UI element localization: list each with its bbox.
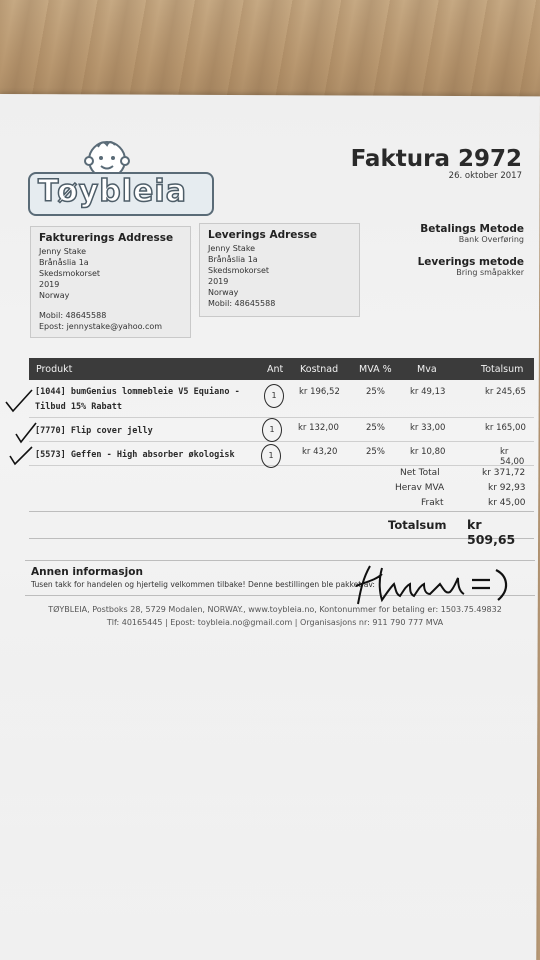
other-info-heading: Annen informasjon [31, 566, 143, 578]
row-vat-pct: 25% [366, 423, 385, 433]
table-row [29, 382, 534, 418]
col-cost: Kostnad [300, 364, 339, 375]
row-vat: kr 10,80 [410, 447, 446, 457]
row-total: kr 165,00 [485, 423, 526, 433]
col-vat: Mva [417, 364, 437, 375]
row-product: [1044] bumGenius lommebleie V5 Equiano - [35, 387, 240, 397]
delivery-address-box [199, 223, 360, 317]
net-total-label: Net Total [400, 468, 440, 478]
row-product: [7770] Flip cover jelly [35, 426, 153, 436]
invoice-date: 26. oktober 2017 [448, 171, 522, 181]
billing-country: Norway [39, 291, 70, 300]
grand-total-label: Totalsum [388, 518, 447, 532]
col-total: Totalsum [481, 364, 524, 375]
grand-total-bar [29, 511, 534, 547]
handwritten-signature [352, 560, 522, 608]
vat-total-label: Herav MVA [395, 483, 445, 493]
col-vat-pct: MVA % [359, 364, 392, 375]
vat-total-value: kr 92,93 [488, 483, 526, 493]
checkmark-icon [4, 388, 34, 414]
freight-label: Frakt [421, 498, 444, 508]
freight-value: kr 45,00 [488, 498, 526, 508]
row-vat-pct: 25% [366, 387, 385, 397]
billing-street: Brånåslia 1a [39, 258, 89, 267]
delivery-country: Norway [208, 288, 239, 297]
row-product: [5573] Geffen - High absorber økologisk [35, 450, 235, 460]
row-qty: 1 [262, 418, 282, 442]
row-cost: kr 196,52 [299, 387, 340, 397]
delivery-name: Jenny Stake [208, 244, 256, 253]
row-total: kr 245,65 [485, 387, 526, 397]
row-cost: kr 43,20 [302, 447, 338, 457]
billing-address-box [30, 226, 191, 338]
row-qty: 1 [264, 384, 284, 408]
delivery-heading: Leverings Adresse [208, 229, 318, 241]
invoice-title: Faktura 2972 [350, 146, 522, 172]
delivery-city: Skedsmokorset [208, 266, 270, 275]
billing-postcode: 2019 [39, 280, 60, 289]
billing-name: Jenny Stake [39, 247, 87, 256]
table-row [29, 418, 534, 442]
row-product-line2: Tilbud 15% Rabatt [35, 402, 122, 412]
row-vat-pct: 25% [366, 447, 385, 457]
billing-mobile: Mobil: 48645588 [39, 311, 107, 320]
footer-contact-line: Tlf: 40165445 | Epost: toybleia.no@gmail.com | Organisasjons nr: 911 790 777 MVA [106, 618, 444, 627]
billing-city: Skedsmokorset [39, 269, 101, 278]
table-row [29, 442, 534, 466]
product-table-header [29, 358, 534, 380]
brand-logo-text: Tøybleia [38, 174, 187, 209]
net-total-value: kr 371,72 [482, 468, 526, 478]
checkmark-icon [8, 446, 34, 466]
toybleia-logo [28, 138, 214, 218]
payment-method: Betalings Metode Bank Overføring [420, 223, 524, 244]
grand-total-value: kr 509,65 [467, 517, 516, 547]
shipping-method: Leverings metode Bring småpakker [417, 256, 524, 277]
other-info-text: Tusen takk for handelen og hjertelig velkommen tilbake! Denne bestillingen ble pakket av: [31, 580, 375, 589]
col-qty: Ant [267, 364, 284, 375]
billing-email: Epost: jennystake@yahoo.com [39, 322, 163, 331]
row-cost: kr 132,00 [298, 423, 339, 433]
row-vat: kr 33,00 [410, 423, 446, 433]
billing-heading: Fakturerings Addresse [39, 232, 174, 244]
delivery-postcode: 2019 [208, 277, 229, 286]
row-total: kr 54,00 [500, 447, 525, 467]
col-product: Produkt [36, 364, 73, 375]
footer-company-line: TØYBLEIA, Postboks 28, 5729 Modalen, NORWAY., www.toybleia.no, Kontonummer for betaling er: 1503.75.49832 [48, 605, 502, 614]
row-vat: kr 49,13 [410, 387, 446, 397]
delivery-street: Brånåslia 1a [208, 255, 258, 264]
checkmark-icon [14, 422, 38, 444]
delivery-mobile: Mobil: 48645588 [208, 299, 276, 308]
row-qty: 1 [261, 444, 281, 468]
